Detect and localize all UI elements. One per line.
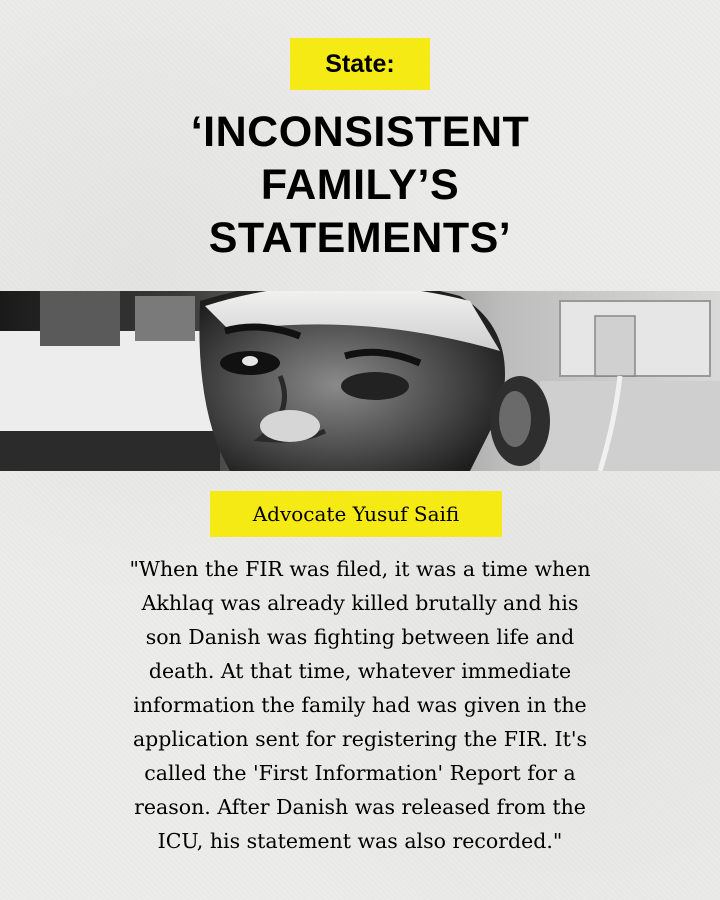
quote-line: called the 'First Information' Report for a xyxy=(144,761,576,785)
quote-line: "When the FIR was filed, it was a time when xyxy=(129,557,591,581)
quote-line: application sent for registering the FIR. It's xyxy=(132,727,588,751)
headline-line: ‘INCONSISTENT xyxy=(190,108,530,156)
speaker-name: Advocate Yusuf Saifi xyxy=(252,502,460,526)
quote-line: Akhlaq was already killed brutally and his xyxy=(141,591,579,615)
headline-line: FAMILY’S xyxy=(260,161,460,209)
state-label xyxy=(290,38,430,90)
speaker-name-label xyxy=(210,491,502,537)
quote-line: death. At that time, whatever immediate xyxy=(148,659,572,683)
quote-line: ICU, his statement was also recorded." xyxy=(157,829,563,853)
quote-line: reason. After Danish was released from the xyxy=(134,795,586,819)
portrait-photo-icon xyxy=(0,291,720,471)
state-label-text: State: xyxy=(325,49,395,78)
headline-line: STATEMENTS’ xyxy=(208,214,512,262)
quote-line: information the family had was given in the xyxy=(133,693,587,717)
portrait-photo xyxy=(0,291,720,471)
quote-line: son Danish was fighting between life and xyxy=(145,625,575,649)
headline xyxy=(0,106,720,265)
quote-text xyxy=(40,552,680,858)
